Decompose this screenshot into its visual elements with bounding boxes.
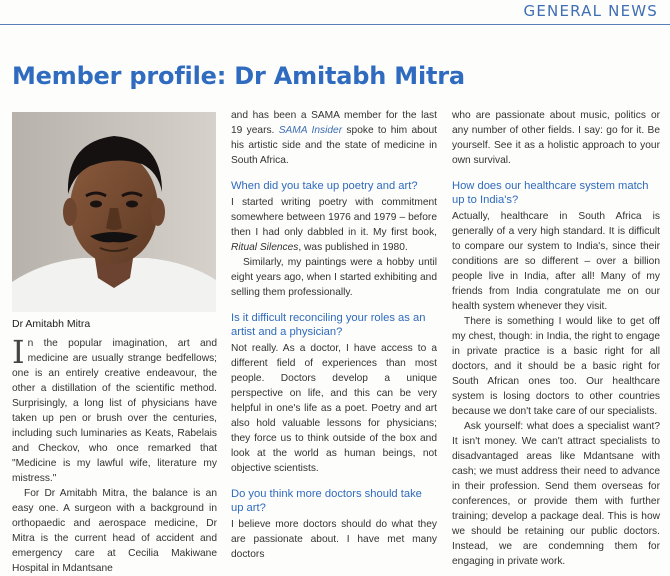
portrait-photo [12, 112, 216, 312]
intro-paragraph [12, 333, 217, 486]
book-title: Ritual Silences [231, 242, 299, 253]
magazine-name: SAMA Insider [278, 125, 343, 136]
photo-caption: Dr Amitabh Mitra [12, 318, 91, 330]
header-rule [0, 24, 670, 25]
answer-paragraph: Ask yourself: what does a specialist want? It isn't money. We can't attract specialists to disadvantaged areas like Mdantsane with cash; we must address their need to advance in their profession. Send them overseas for conferences, or provide them with further training; develop a package deal. This is how we should be retaining our public doctors. Instead, we are condemning them for engaging in private work. [452, 421, 660, 567]
body-paragraph: who are passionate about music, politics or any number of other fields. I say: go for it. Be yourself. See it as a holistic approach to your own survival. [452, 110, 660, 166]
portrait-illustration [12, 112, 216, 312]
section-label: GENERAL NEWS [523, 2, 658, 20]
question-heading: How does our healthcare system match up to India's? [452, 180, 649, 206]
answer-paragraph: Not really. As a doctor, I have access to a different field of experiences than most people. Doctors develop a unique perspective on life, and this can be very helpful in one's life as a poet. Poetry and art also hold valuable lessons for physicians; they force us to think outside of the box and look at the world as human beings, not objective scientists. [231, 343, 437, 474]
question-heading: Do you think more doctors should take up art? [231, 488, 422, 514]
answer-paragraph: There is something I would like to get off my chest, though: in India, the right to engage in private practice is a basic right for all doctors, and it should be a basic right for South African ones too. Our healthcare system is losing doctors to other countries because we don't take care of our specialists. [452, 316, 660, 417]
column-3 [452, 108, 660, 569]
question-heading: Is it difficult reconciling your roles as an artist and a physician? [231, 312, 426, 338]
body-paragraph: For Dr Amitabh Mitra, the balance is an easy one. A surgeon with a background in orthopaedic and aerospace medicine, Dr Mitra is the current head of accident and emergency care at Cecilia Makiwane Hospital in Mdantsane [12, 488, 217, 574]
column-1 [12, 333, 217, 576]
intro-text: n the popular imagination, art and medicine are usually strange bedfellows; one is an entirely creative endeavour, the other a distillation of the scientific method. Surprisingly, a long list of physicians have taken up pen or brush over the centuries, including such luminaries as Keats, Rabelais and Checkov, who once remarked that "Medicine is my lawful wife, literature my mistress." [12, 338, 217, 484]
question-heading: When did you take up poetry and art? [231, 180, 418, 192]
answer-paragraph: Similarly, my paintings were a hobby until eight years ago, when I started exhibiting and selling them professionally. [231, 257, 437, 298]
article-title: Member profile: Dr Amitabh Mitra [12, 62, 465, 90]
answer-paragraph: I started writing poetry with commitment somewhere between 1976 and 1979 – before then I had only dabbled in it. My first book, Ritual Silences, was published in 1980. [231, 197, 437, 253]
answer-paragraph: Actually, healthcare in South Africa is generally of a very high standard. It is difficult to compare our system to India's, since their conditions are so different – over a billion people live in India, after all! Many of my friends from India congratulate me on our health system whenever they visit. [452, 211, 660, 312]
column-2 [231, 108, 437, 562]
body-paragraph: and has been a SAMA member for the last 19 years. SAMA Insider spoke to him about his artistic side and the state of medicine in South Africa. [231, 110, 437, 166]
drop-cap: I [12, 333, 25, 371]
answer-paragraph: I believe more doctors should do what they are passionate about. I have met many doctors [231, 519, 437, 560]
